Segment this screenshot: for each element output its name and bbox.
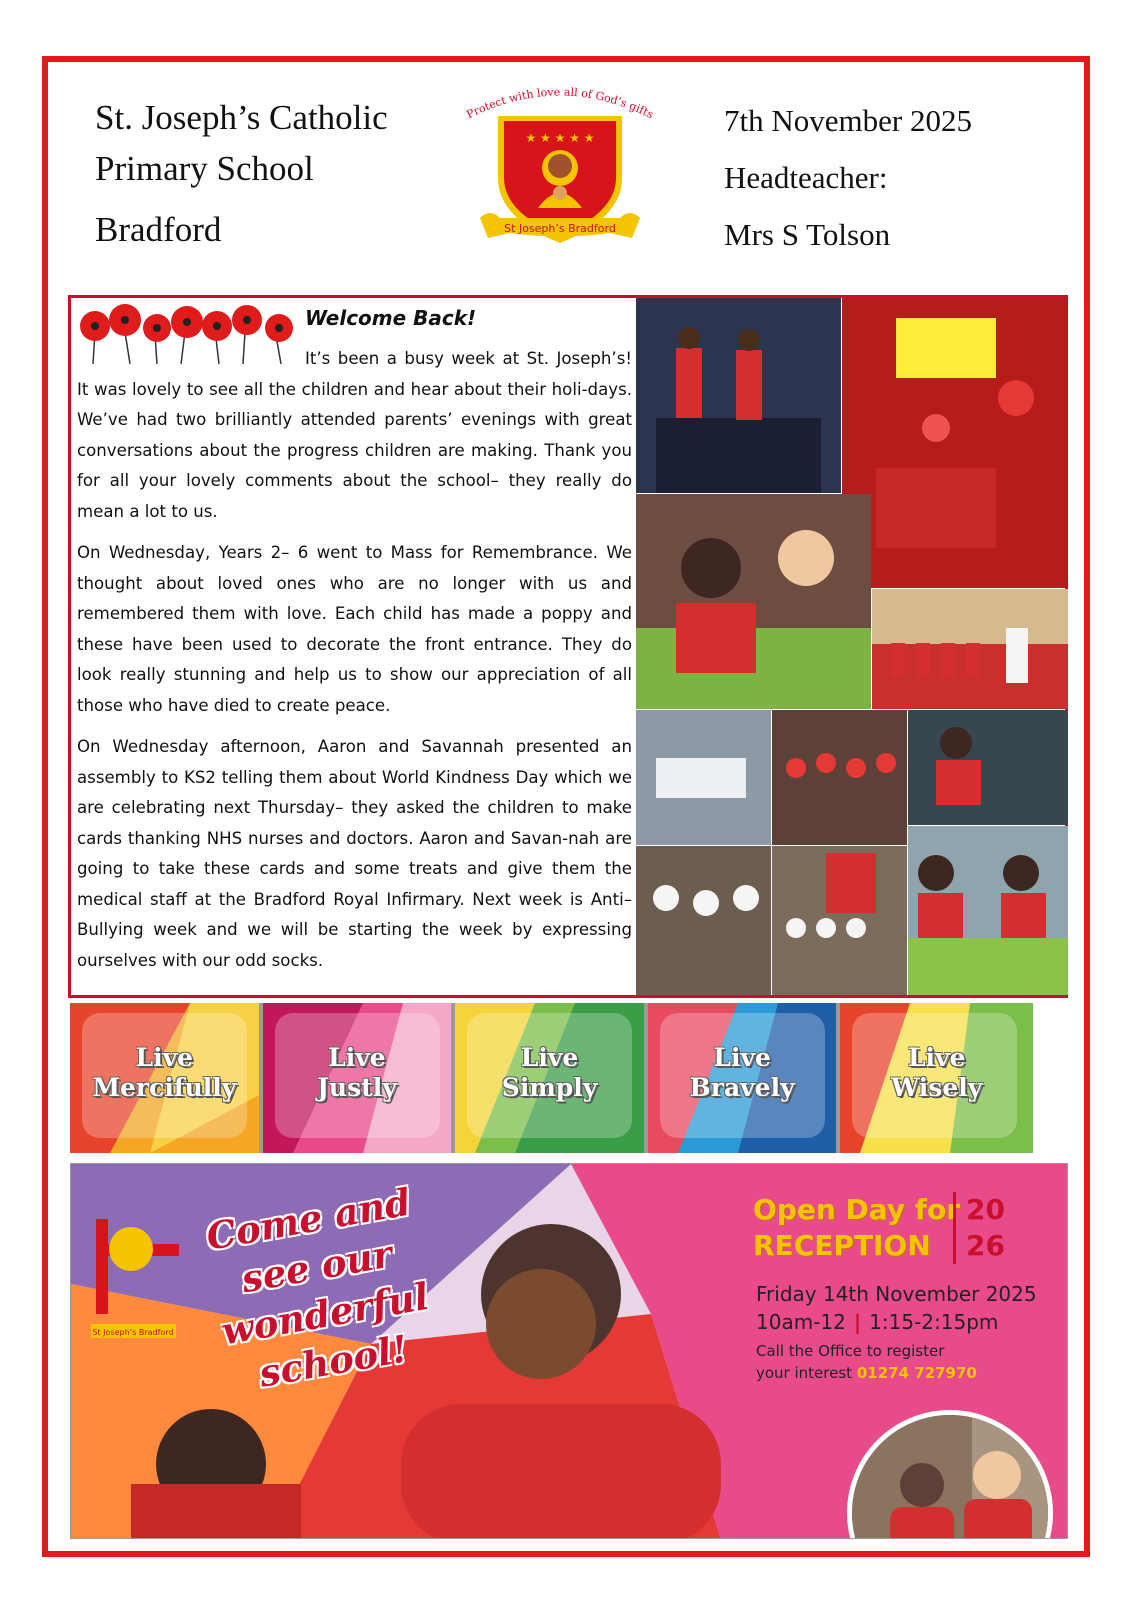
photo-poppy-plates [636, 846, 771, 995]
open-day-banner [70, 1163, 1068, 1539]
photo-poppy-group [772, 710, 907, 845]
newsletter-date: 7th November 2025 [724, 103, 972, 138]
open-day-year-line1: 20 [966, 1193, 1005, 1226]
school-name-line1: St. Joseph’s Catholic [95, 98, 388, 137]
open-day-call-text: your interest [756, 1364, 853, 1382]
svg-text:★ ★ ★ ★ ★: ★ ★ ★ ★ ★ [525, 131, 595, 145]
school-name [95, 92, 388, 255]
open-day-times [756, 1308, 1037, 1336]
value-tile-simply [455, 1003, 648, 1153]
open-day-phone: 01274 727970 [856, 1364, 977, 1382]
school-name-line3: Bradford [95, 210, 222, 249]
welcome-title: Welcome Back! [305, 306, 477, 330]
open-day-year-line2: 26 [966, 1229, 1005, 1262]
open-day-title [753, 1192, 960, 1264]
school-crest-logo [460, 78, 660, 253]
photo-collage [636, 298, 1068, 995]
open-day-time1: 10am-12 [756, 1310, 846, 1334]
banner-crest-ribbon: St Joseph’s Bradford [92, 1328, 174, 1337]
open-day-title-line1: Open Day for [753, 1193, 961, 1226]
open-day-title-line2: RECEPTION [753, 1229, 931, 1262]
headteacher-label: Headteacher: [724, 160, 888, 195]
values-banner [70, 1003, 1033, 1153]
open-day-call [756, 1340, 977, 1384]
crest-ribbon: St Joseph’s Bradford [504, 222, 616, 235]
value-label-justly: Live Justly [317, 1043, 397, 1102]
photo-card [908, 710, 1068, 825]
value-tile-wisely [840, 1003, 1033, 1153]
open-day-call-line1: Call the Office to register [756, 1342, 945, 1360]
open-day-date-text: Friday 14th November 2025 [756, 1282, 1037, 1306]
open-day-time2: 1:15-2:15pm [869, 1310, 999, 1334]
header-details [724, 92, 972, 263]
value-label-mercifully: Live Mercifully [92, 1043, 237, 1102]
crest-motto: Protect with love all of God’s gifts [464, 85, 656, 122]
school-name-line2: Primary School [95, 149, 314, 188]
welcome-section [68, 295, 1068, 998]
value-label-bravely: Live Bravely [689, 1043, 795, 1102]
headteacher-name: Mrs S Tolson [724, 217, 891, 252]
welcome-paragraph-1: It’s been a busy week at St. Joseph’s! It was lovely to see all the children and hear about their holi-days. We’ve had two brilliantly attended parents’ evenings with great conversations about the progress children are making. Thank you for all your lovely comments about the school– they really do mean a lot to us. [77, 349, 632, 521]
value-tile-mercifully [70, 1003, 263, 1153]
open-day-date [756, 1280, 1037, 1336]
value-tile-bravely [648, 1003, 841, 1153]
open-day-year [953, 1192, 1005, 1264]
open-day-call-line2 [756, 1362, 977, 1384]
value-label-wisely: Live Wisely [891, 1043, 983, 1102]
welcome-paragraph-3: On Wednesday afternoon, Aaron and Savannah presented an assembly to KS2 telling them about World Kindness Day which we are celebrating next Thursday– they asked the children to make cards thanking NHS nurses and doctors. Aaron and Savan-nah are going to take these cards and some treats and give them the medical staff at the Bradford Royal Infirmary. Next week is Anti– Bullying week and we will be starting the week by expressing ourselves with our odd socks. [77, 737, 632, 970]
open-day-time-separator: | [853, 1310, 862, 1334]
value-label-simply: Live Simply [501, 1043, 598, 1102]
welcome-body [77, 344, 632, 987]
value-tile-justly [263, 1003, 456, 1153]
open-day-slogan: Come and see our wonderful school! [203, 1179, 433, 1396]
welcome-paragraph-2: On Wednesday, Years 2– 6 went to Mass for Remembrance. We thought about loved ones who are no longer with us and remembered them with love. Each child has made a poppy and these have been used to decorate the front entrance. They do look really stunning and help us to show our appreciation of all those who have died to create peace. [77, 543, 632, 715]
